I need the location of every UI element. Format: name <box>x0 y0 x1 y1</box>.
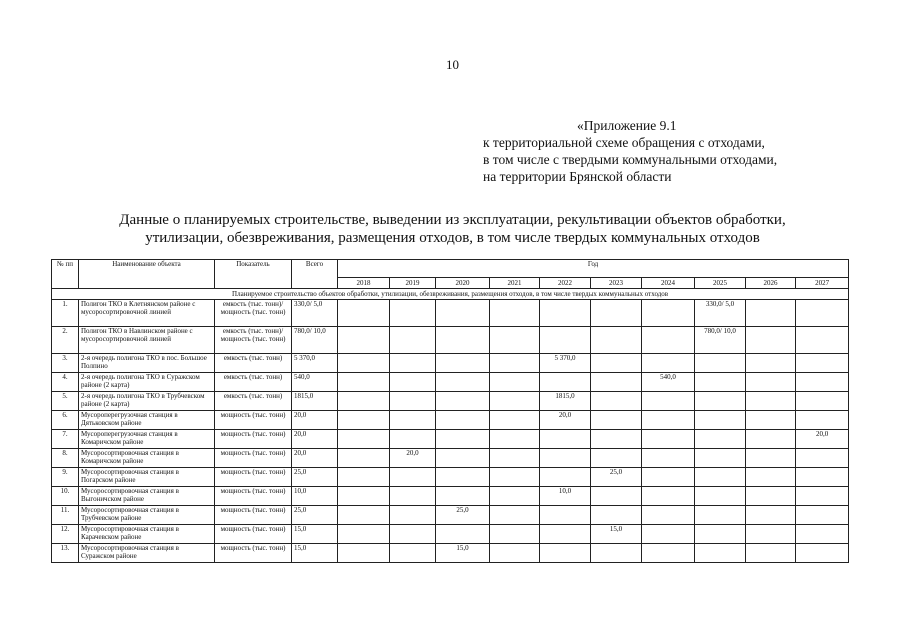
year-value-2025 <box>695 506 746 525</box>
appendix-line: к территориальной схеме обращения с отходами, <box>483 135 765 150</box>
row-number: 11. <box>52 506 79 525</box>
year-value-2024: 540,0 <box>642 373 695 392</box>
year-value-2018 <box>338 544 390 563</box>
year-value-2026 <box>746 525 796 544</box>
year-value-2023 <box>591 487 642 506</box>
year-value-2018 <box>338 411 390 430</box>
year-header-2022: 2022 <box>540 278 591 289</box>
table-row <box>52 506 849 525</box>
table-row <box>52 373 849 392</box>
year-value-2026 <box>746 373 796 392</box>
year-value-2024 <box>642 354 695 373</box>
table-body <box>52 300 849 563</box>
document-title-line: утилизации, обезвреживания, размещения отходов, в том числе твердых коммунальных отходов <box>145 230 760 246</box>
indicator: мощность (тыс. тонн) <box>215 449 292 468</box>
row-number: 9. <box>52 468 79 487</box>
year-value-2025 <box>695 411 746 430</box>
year-value-2025 <box>695 373 746 392</box>
year-value-2026 <box>746 354 796 373</box>
year-value-2025 <box>695 430 746 449</box>
year-value-2027 <box>796 411 849 430</box>
year-value-2019 <box>390 468 436 487</box>
row-number: 8. <box>52 449 79 468</box>
year-header-2025: 2025 <box>695 278 746 289</box>
year-value-2022 <box>540 525 591 544</box>
year-value-2019 <box>390 354 436 373</box>
object-name: Мусоросортировочная станция в Карачевском районе <box>79 525 215 544</box>
year-value-2018 <box>338 468 390 487</box>
indicator: мощность (тыс. тонн) <box>215 487 292 506</box>
object-name: 2-я очередь полигона ТКО в Трубчевском районе (2 карта) <box>79 392 215 411</box>
year-value-2021 <box>490 430 540 449</box>
year-value-2019 <box>390 300 436 327</box>
year-value-2018 <box>338 449 390 468</box>
total-value: 5 370,0 <box>292 354 338 373</box>
object-name: Мусоросортировочная станция в Выгоничском районе <box>79 487 215 506</box>
year-value-2024 <box>642 327 695 354</box>
year-value-2027 <box>796 468 849 487</box>
row-number: 12. <box>52 525 79 544</box>
year-value-2021 <box>490 373 540 392</box>
planned-objects-table <box>51 259 849 563</box>
indicator: емкость (тыс. тонн) <box>215 373 292 392</box>
year-value-2027 <box>796 544 849 563</box>
year-value-2025: 330,0/ 5,0 <box>695 300 746 327</box>
object-name: Полигон ТКО в Навлинском районе с мусоросортировочной линией <box>79 327 215 354</box>
year-value-2024 <box>642 392 695 411</box>
appendix-title: «Приложение 9.1 <box>577 118 677 133</box>
year-value-2021 <box>490 487 540 506</box>
year-value-2020 <box>436 327 490 354</box>
row-number: 13. <box>52 544 79 563</box>
table-row <box>52 300 849 327</box>
year-value-2026 <box>746 300 796 327</box>
year-value-2019 <box>390 430 436 449</box>
object-name: Мусоросортировочная станция в Суражском районе <box>79 544 215 563</box>
year-value-2019 <box>390 392 436 411</box>
year-value-2025 <box>695 468 746 487</box>
year-value-2026 <box>746 487 796 506</box>
row-number: 1. <box>52 300 79 327</box>
year-value-2022 <box>540 468 591 487</box>
appendix-block <box>483 117 777 185</box>
year-header-2020: 2020 <box>436 278 490 289</box>
indicator: мощность (тыс. тонн) <box>215 468 292 487</box>
year-value-2020 <box>436 430 490 449</box>
year-value-2020 <box>436 300 490 327</box>
year-value-2020 <box>436 468 490 487</box>
year-value-2018 <box>338 506 390 525</box>
year-value-2019 <box>390 327 436 354</box>
year-value-2023 <box>591 327 642 354</box>
year-value-2024 <box>642 544 695 563</box>
indicator: емкость (тыс. тонн) <box>215 392 292 411</box>
appendix-line: на территории Брянской области <box>483 169 672 184</box>
year-value-2025 <box>695 487 746 506</box>
table-row <box>52 354 849 373</box>
year-value-2027 <box>796 354 849 373</box>
year-value-2019 <box>390 373 436 392</box>
table-row <box>52 468 849 487</box>
year-value-2024 <box>642 411 695 430</box>
year-value-2018 <box>338 327 390 354</box>
year-value-2023 <box>591 354 642 373</box>
year-value-2022: 1815,0 <box>540 392 591 411</box>
row-number: 10. <box>52 487 79 506</box>
year-value-2024 <box>642 506 695 525</box>
year-value-2022 <box>540 449 591 468</box>
indicator: мощность (тыс. тонн) <box>215 525 292 544</box>
table-row <box>52 525 849 544</box>
indicator: емкость (тыс. тонн)/ мощность (тыс. тонн) <box>215 327 292 354</box>
object-name: Мусоросортировочная станция в Трубчевском районе <box>79 506 215 525</box>
indicator: мощность (тыс. тонн) <box>215 544 292 563</box>
row-number: 6. <box>52 411 79 430</box>
year-value-2027 <box>796 449 849 468</box>
year-value-2027 <box>796 373 849 392</box>
year-value-2021 <box>490 300 540 327</box>
year-value-2026 <box>746 392 796 411</box>
year-value-2026 <box>746 506 796 525</box>
year-value-2021 <box>490 327 540 354</box>
year-value-2025 <box>695 449 746 468</box>
object-name: 2-я очередь полигона ТКО в Суражском районе (2 карта) <box>79 373 215 392</box>
object-name: 2-я очередь полигона ТКО в пос. Большое Полпино <box>79 354 215 373</box>
year-value-2019 <box>390 506 436 525</box>
table-row <box>52 430 849 449</box>
year-value-2020 <box>436 354 490 373</box>
total-value: 15,0 <box>292 544 338 563</box>
year-header-2021: 2021 <box>490 278 540 289</box>
appendix-line: в том числе с твердыми коммунальными отходами, <box>483 152 778 167</box>
year-value-2026 <box>746 449 796 468</box>
header-num: № пп <box>52 260 79 289</box>
year-header-2024: 2024 <box>642 278 695 289</box>
year-value-2021 <box>490 525 540 544</box>
year-value-2019 <box>390 544 436 563</box>
year-value-2025: 780,0/ 10,0 <box>695 327 746 354</box>
year-value-2019: 20,0 <box>390 449 436 468</box>
table-row <box>52 449 849 468</box>
year-value-2026 <box>746 327 796 354</box>
year-value-2018 <box>338 354 390 373</box>
year-value-2019 <box>390 411 436 430</box>
year-value-2022 <box>540 506 591 525</box>
year-value-2018 <box>338 525 390 544</box>
year-value-2024 <box>642 300 695 327</box>
header-indicator: Показатель <box>215 260 292 289</box>
year-value-2022 <box>540 300 591 327</box>
year-value-2027 <box>796 525 849 544</box>
header-year-group: Год <box>338 260 849 278</box>
year-header-2026: 2026 <box>746 278 796 289</box>
year-value-2020: 25,0 <box>436 506 490 525</box>
year-value-2023 <box>591 449 642 468</box>
year-value-2021 <box>490 449 540 468</box>
year-value-2023 <box>591 544 642 563</box>
year-value-2025 <box>695 525 746 544</box>
indicator: емкость (тыс. тонн) <box>215 354 292 373</box>
total-value: 15,0 <box>292 525 338 544</box>
row-number: 4. <box>52 373 79 392</box>
object-name: Мусороперегрузочная станция в Дятьковском районе <box>79 411 215 430</box>
indicator: мощность (тыс. тонн) <box>215 430 292 449</box>
total-value: 1815,0 <box>292 392 338 411</box>
year-value-2023 <box>591 392 642 411</box>
year-value-2024 <box>642 525 695 544</box>
year-value-2024 <box>642 468 695 487</box>
year-value-2027 <box>796 300 849 327</box>
year-value-2026 <box>746 411 796 430</box>
year-value-2027: 20,0 <box>796 430 849 449</box>
table-row <box>52 392 849 411</box>
total-value: 20,0 <box>292 449 338 468</box>
table-row <box>52 487 849 506</box>
year-value-2018 <box>338 300 390 327</box>
year-value-2022 <box>540 544 591 563</box>
object-name: Мусороперегрузочная станция в Комаричском районе <box>79 430 215 449</box>
object-name: Мусоросортировочная станция в Погарском районе <box>79 468 215 487</box>
year-value-2024 <box>642 430 695 449</box>
year-value-2022: 20,0 <box>540 411 591 430</box>
document-title <box>0 211 905 247</box>
year-value-2019 <box>390 487 436 506</box>
year-value-2023 <box>591 430 642 449</box>
total-value: 330,0/ 5,0 <box>292 300 338 327</box>
header-total: Всего <box>292 260 338 289</box>
year-value-2022: 10,0 <box>540 487 591 506</box>
table-row <box>52 327 849 354</box>
object-name: Полигон ТКО в Клетнянском районе с мусоросортировочной линией <box>79 300 215 327</box>
year-value-2025 <box>695 354 746 373</box>
year-value-2025 <box>695 392 746 411</box>
object-name: Мусоросортировочная станция в Комаричском районе <box>79 449 215 468</box>
total-value: 25,0 <box>292 506 338 525</box>
year-value-2024 <box>642 449 695 468</box>
indicator: емкость (тыс. тонн)/ мощность (тыс. тонн) <box>215 300 292 327</box>
table-row <box>52 544 849 563</box>
year-value-2020 <box>436 525 490 544</box>
year-value-2027 <box>796 506 849 525</box>
year-value-2026 <box>746 468 796 487</box>
year-value-2023 <box>591 300 642 327</box>
year-header-2027: 2027 <box>796 278 849 289</box>
year-header-2023: 2023 <box>591 278 642 289</box>
indicator: мощность (тыс. тонн) <box>215 411 292 430</box>
total-value: 25,0 <box>292 468 338 487</box>
year-value-2018 <box>338 373 390 392</box>
year-value-2020 <box>436 411 490 430</box>
year-value-2019 <box>390 525 436 544</box>
year-value-2022 <box>540 430 591 449</box>
year-value-2021 <box>490 354 540 373</box>
section-title: Планируемое строительство объектов обработки, утилизации, обезвреживания, размещения отходов, в том числе твердых коммунальных отходов <box>52 289 849 300</box>
row-number: 5. <box>52 392 79 411</box>
year-value-2024 <box>642 487 695 506</box>
year-value-2027 <box>796 487 849 506</box>
year-value-2023 <box>591 411 642 430</box>
row-number: 2. <box>52 327 79 354</box>
year-value-2022: 5 370,0 <box>540 354 591 373</box>
year-value-2026 <box>746 544 796 563</box>
year-value-2020 <box>436 449 490 468</box>
header-name: Наименование объекта <box>79 260 215 289</box>
indicator: мощность (тыс. тонн) <box>215 506 292 525</box>
total-value: 20,0 <box>292 430 338 449</box>
year-value-2023 <box>591 506 642 525</box>
page-number: 10 <box>446 57 459 72</box>
year-value-2021 <box>490 468 540 487</box>
year-value-2020 <box>436 392 490 411</box>
table-row <box>52 411 849 430</box>
year-value-2021 <box>490 411 540 430</box>
year-value-2027 <box>796 327 849 354</box>
document-title-line: Данные о планируемых строительстве, выведении из эксплуатации, рекультивации объектов обработки, <box>119 212 786 228</box>
row-number: 3. <box>52 354 79 373</box>
year-value-2021 <box>490 544 540 563</box>
year-value-2023: 15,0 <box>591 525 642 544</box>
year-value-2026 <box>746 430 796 449</box>
year-value-2020: 15,0 <box>436 544 490 563</box>
year-value-2018 <box>338 430 390 449</box>
year-value-2020 <box>436 373 490 392</box>
year-value-2018 <box>338 392 390 411</box>
year-header-2019: 2019 <box>390 278 436 289</box>
total-value: 10,0 <box>292 487 338 506</box>
total-value: 20,0 <box>292 411 338 430</box>
total-value: 540,0 <box>292 373 338 392</box>
year-value-2018 <box>338 487 390 506</box>
year-value-2020 <box>436 487 490 506</box>
year-value-2025 <box>695 544 746 563</box>
year-value-2021 <box>490 392 540 411</box>
year-value-2023 <box>591 373 642 392</box>
row-number: 7. <box>52 430 79 449</box>
year-value-2021 <box>490 506 540 525</box>
total-value: 780,0/ 10,0 <box>292 327 338 354</box>
year-header-2018: 2018 <box>338 278 390 289</box>
year-value-2022 <box>540 373 591 392</box>
year-value-2022 <box>540 327 591 354</box>
year-value-2027 <box>796 392 849 411</box>
year-value-2023: 25,0 <box>591 468 642 487</box>
